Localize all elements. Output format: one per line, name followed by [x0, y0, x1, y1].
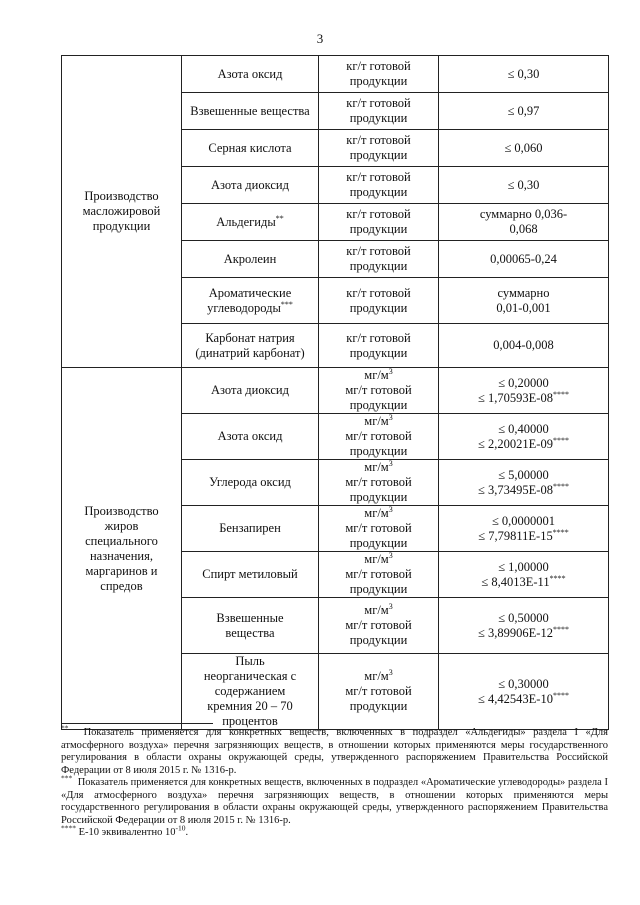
unit-cell: $мг/м^3$ мг/т готовой продукции [319, 414, 439, 460]
substance-cell: Пыль неорганическая с содержанием кремния 20 – 70 процентов [182, 654, 319, 730]
footnote: *** Показатель применяется для конкретных веществ, включенных в подраздел «Ароматические углеводороды» раздела I «Для атмосферного воздуха» перечня загрязняющих веществ, в отношении которых применяются меры государственного регулирования в области охраны окружающей среды, утвержденного распоряжением Правительства Российской Федерации от 8 июля 2015 г. № 1316-р. [61, 773, 609, 826]
footnote-mark: *** [280, 299, 293, 309]
substance-cell: Углерода оксид [182, 460, 319, 506]
substance-cell: Азота диоксид [182, 167, 319, 204]
unit-cell: кг/т готовой продукции [319, 167, 439, 204]
value-cell: 0,00065-0,24 [439, 241, 609, 278]
unit-cell: кг/т готовой продукции [319, 93, 439, 130]
substance-cell: Азота оксид [182, 56, 319, 93]
unit-cell: $мг/м^3$ мг/т готовой продукции [319, 506, 439, 552]
unit-cell: $мг/м^3$ мг/т готовой продукции [319, 552, 439, 598]
footnote: **** Е-10 эквивалентно $10^{-10}$. [61, 823, 189, 838]
substance-cell: Азота оксид [182, 414, 319, 460]
value-cell: суммарно 0,01-0,001 [439, 278, 609, 324]
value-cell: ≤ 0,060 [439, 130, 609, 167]
unit-cell: $мг/м^3$ мг/т готовой продукции [319, 460, 439, 506]
substance-cell: Альдегиды** [182, 204, 319, 241]
unit-cell: кг/т готовой продукции [319, 278, 439, 324]
unit-cell: кг/т готовой продукции [319, 130, 439, 167]
value-cell: ≤ 0,30 [439, 56, 609, 93]
emissions-table [61, 55, 609, 730]
value-cell: ≤ 0,97 [439, 93, 609, 130]
substance-cell: Серная кислота [182, 130, 319, 167]
substance-cell: Бензапирен [182, 506, 319, 552]
value-cell: ≤ 0,20000 ≤ 1,70593E-08**** [439, 368, 609, 414]
unit-cell: кг/т готовой продукции [319, 56, 439, 93]
unit-cell: $мг/м^3$ мг/т готовой продукции [319, 598, 439, 654]
substance-cell: Азота диоксид [182, 368, 319, 414]
table-row [62, 368, 609, 414]
unit-cell: кг/т готовой продукции [319, 204, 439, 241]
value-cell: ≤ 0,40000 ≤ 2,20021E-09**** [439, 414, 609, 460]
substance-cell: Взвешенные вещества [182, 598, 319, 654]
value-cell: суммарно 0,036-0,068 [439, 204, 609, 241]
page-number: 3 [316, 31, 324, 46]
footnote-mark: ** [275, 213, 284, 223]
value-cell: 0,004-0,008 [439, 324, 609, 368]
footnote-divider [61, 723, 213, 724]
footnote: ** Показатель применяется для конкретных веществ, включенных в подраздел «Альдегиды» раздела I «Для атмосферного воздуха» перечня загрязняющих веществ, в отношении которых применяются меры государственного регулирования в области охраны окружающей среды, утвержденного распоряжением Правительства Российской Федерации от 8 июля 2015 г. № 1316-р. [61, 723, 608, 776]
substance-cell: Взвешенные вещества [182, 93, 319, 130]
value-cell: ≤ 0,50000 ≤ 3,89906E-12**** [439, 598, 609, 654]
value-cell: ≤ 1,00000 ≤ 8,4013E-11**** [439, 552, 609, 598]
production-cell: Производство жиров специального назначения, маргаринов и спредов [62, 368, 182, 730]
footnotes [61, 723, 609, 840]
value-cell: ≤ 0,30000 ≤ 4,42543E-10**** [439, 654, 609, 730]
substance-cell: Акролеин [182, 241, 319, 278]
value-cell: ≤ 0,30 [439, 167, 609, 204]
substance-cell: Карбонат натрия (динатрий карбонат) [182, 324, 319, 368]
unit-cell: кг/т готовой продукции [319, 324, 439, 368]
table-row [62, 56, 609, 93]
production-cell: Производство масложировой продукции [62, 56, 182, 368]
value-cell: ≤ 0,0000001 ≤ 7,79811E-15**** [439, 506, 609, 552]
substance-cell: Спирт метиловый [182, 552, 319, 598]
substance-cell: Ароматические углеводороды*** [182, 278, 319, 324]
value-cell: ≤ 5,00000 ≤ 3,73495E-08**** [439, 460, 609, 506]
unit-cell: кг/т готовой продукции [319, 241, 439, 278]
unit-cell: $мг/м^3$ мг/т готовой продукции [319, 368, 439, 414]
unit-cell: $мг/м^3$ мг/т готовой продукции [319, 654, 439, 730]
